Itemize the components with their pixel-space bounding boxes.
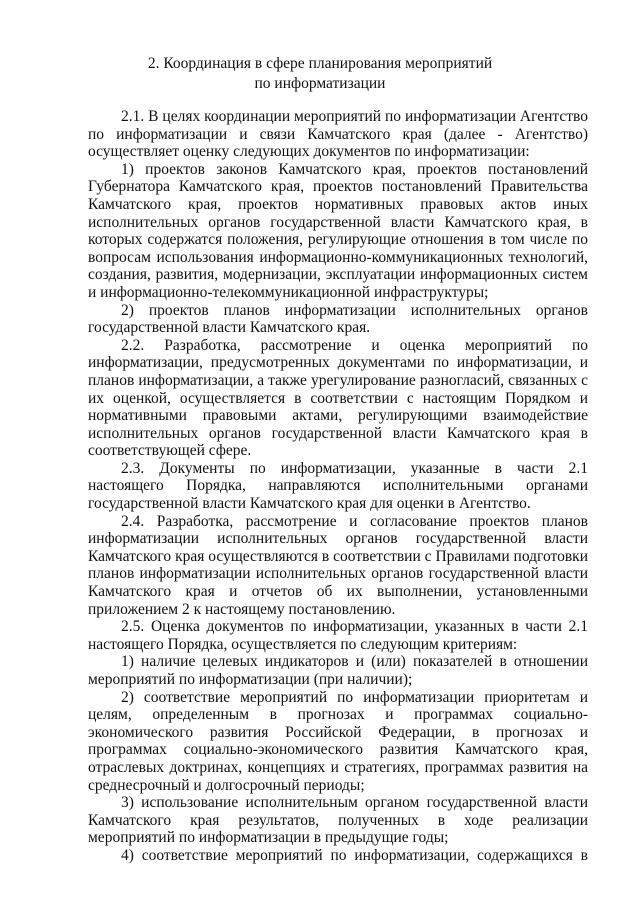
paragraph-2-2: 2.2. Разработка, рассмотрение и оценка мероприятий по информатизации, предусмотренных документами по информатизации, и планов информатизации, а также урегулирование разногласий, связанных с их оценкой, осуществляется в соответствии с настоящим Порядком и нормативными правовыми актами, регулирующими взаимодействие исполнительных органов государственной власти Камчатского края в соответствующей сфере.	[88, 336, 588, 460]
paragraph-2-1: 2.1. В целях координации мероприятий по информатизации Агентство по информатизации и связи Камчатского края (далее - Агентство) осуществляет оценку следующих документов по информатизации:	[88, 108, 588, 161]
paragraph-2-5: 2.5. Оценка документов по информатизации, указанных в части 2.1 настоящего Порядка, осуществляется по следующим критериям:	[88, 618, 588, 653]
heading-line-2: по информатизации	[254, 75, 386, 92]
criterion-1: 1) наличие целевых индикаторов и (или) показателей в отношении мероприятий по информатизации (при наличии);	[88, 653, 588, 688]
list-item-1: 1) проектов законов Камчатского края, проектов постановлений Губернатора Камчатского края, проектов постановлений Правительства Камчатского края, проектов нормативных правовых актов иных исполнительных органов государственной власти Камчатского края, в которых содержатся положения, регулирующие отношения в том числе по вопросам использования информационно-коммуникационных технологий, создания, развития, модернизации, эксплуатации информационных систем и информационно-телекоммуникационной инфраструктуры;	[88, 160, 588, 301]
criterion-3: 3) использование исполнительным органом государственной власти Камчатского края результатов, полученных в ходе реализации мероприятий по информатизации в предыдущие годы;	[88, 794, 588, 847]
criterion-2: 2) соответствие мероприятий по информатизации приоритетам и целям, определенным в прогнозах и программах социально-экономического развития Российской Федерации, в прогнозах и программах социально-экономического развития Камчатского края, отраслевых доктринах, концепциях и стратегиях, программах развития на среднесрочный и долгосрочный периоды;	[88, 688, 588, 794]
paragraph-2-4: 2.4. Разработка, рассмотрение и согласование проектов планов информатизации исполнительных органов государственной власти Камчатского края осуществляются в соответствии с Правилами подготовки планов информатизации исполнительных органов государственной власти Камчатского края и отчетов об их выполнении, установленными приложением 2 к настоящему постановлению.	[88, 512, 588, 618]
heading-line-1: 2. Координация в сфере планирования мероприятий	[147, 55, 493, 72]
section-heading	[40, 54, 600, 94]
paragraph-2-3: 2.3. Документы по информатизации, указанные в части 2.1 настоящего Порядка, направляются исполнительными органами государственной власти Камчатского края для оценки в Агентство.	[88, 459, 588, 513]
document-body	[88, 108, 588, 865]
criterion-4: 4) соответствие мероприятий по информатизации, содержащихся в	[121, 846, 588, 864]
list-item-2: 2) проектов планов информатизации исполнительных органов государственной власти Камчатского края.	[88, 301, 588, 337]
